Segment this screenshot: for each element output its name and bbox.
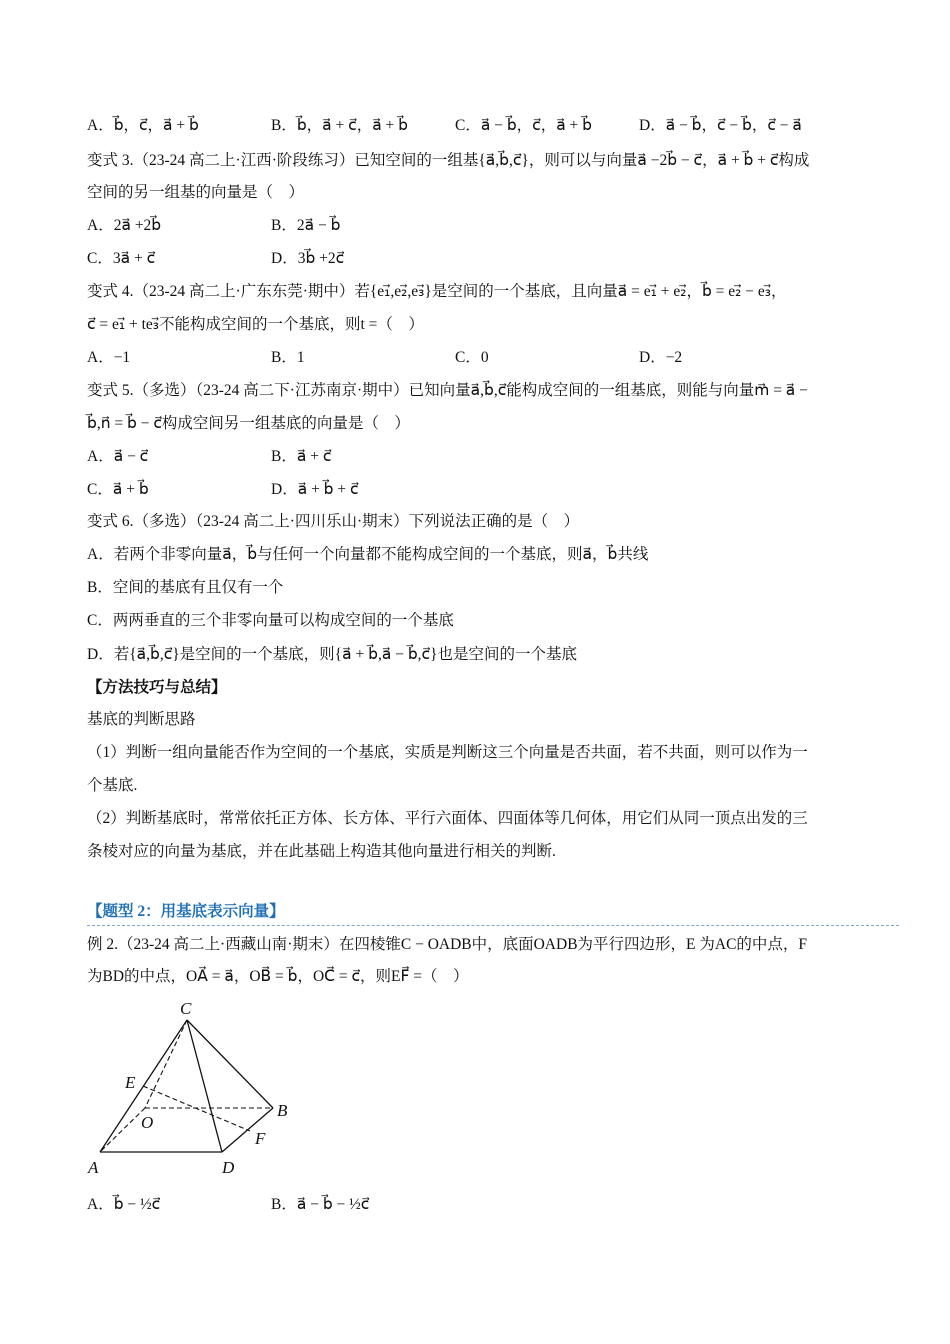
option-c: C．a⃗ + b⃗	[87, 481, 149, 498]
variant-6-text: 变式 6.（多选）（23-24 高二上·四川乐山·期末）下列说法正确的是（ ）	[87, 513, 580, 530]
method-text: （1）判断一组向量能否作为空间的一个基底，实质是判断这三个向量是否共面，若不共面，则可以作为一	[87, 744, 808, 761]
option-a: A．若两个非零向量a⃗，b⃗与任何一个向量都不能构成空间的一个基底，则a⃗，b⃗共线	[87, 546, 649, 563]
variant-4-text: c⃗ = e₁⃗ + te₃⃗不能构成空间的一个基底，则t =（ ）	[87, 316, 424, 333]
section-heading: 【题型 2：用基底表示向量】	[87, 903, 285, 920]
option-b: B．2a⃗ − b⃗	[271, 217, 341, 234]
method-text: 条棱对应的向量为基底，并在此基础上构造其他向量进行相关的判断.	[87, 843, 556, 860]
option-a: A．a⃗ − c⃗	[87, 448, 149, 465]
option-c: C．两两垂直的三个非零向量可以构成空间的一个基底	[87, 612, 454, 629]
option-d: D．a⃗ − b⃗，c⃗ − b⃗，c⃗ − a⃗	[639, 117, 802, 134]
edge-cb	[187, 1020, 273, 1108]
label-b: B	[277, 1101, 288, 1120]
option-d: D．a⃗ + b⃗ + c⃗	[271, 481, 359, 498]
example-2-text: 例 2.（23-24 高二上·西藏山南·期末）在四棱锥C − OADB中，底面OADB为平行四边形，E 为AC的中点，F	[87, 936, 808, 953]
option-a: A．b⃗ − ½c⃗	[87, 1196, 161, 1213]
option-c: C．0	[455, 349, 489, 366]
option-b: B．1	[271, 349, 305, 366]
option-d: D．3b⃗ +2c⃗	[271, 250, 345, 267]
edge-cd	[187, 1020, 222, 1152]
option-d: D．−2	[639, 349, 683, 366]
label-f: F	[255, 1129, 266, 1148]
label-o: O	[141, 1113, 154, 1132]
label-e: E	[125, 1073, 136, 1092]
variant-3-text: 空间的另一组基的向量是（ ）	[87, 184, 305, 201]
option-b: B．空间的基底有且仅有一个	[87, 579, 284, 596]
label-a: A	[88, 1158, 99, 1177]
label-d: D	[222, 1158, 235, 1177]
variant-4-text: 变式 4.（23-24 高二上·广东东莞·期中）若{e₁⃗,e₂⃗,e₃⃗}是空间的一个基底，且向量a⃗ = e₁⃗ + e₂⃗，b⃗ = e₂⃗ − e₃⃗，	[87, 283, 787, 300]
edge-co	[145, 1020, 187, 1108]
label-c: C	[180, 999, 192, 1018]
option-b: B．b⃗，a⃗ + c⃗，a⃗ + b⃗	[271, 117, 409, 134]
method-subtitle: 基底的判断思路	[87, 711, 196, 728]
option-a: A．2a⃗ +2b⃗	[87, 217, 162, 234]
option-c: C．a⃗ − b⃗，c⃗，a⃗ + b⃗	[455, 117, 593, 134]
edge-oa	[100, 1108, 145, 1152]
example-2-text: 为BD的中点，OA⃗ = a⃗，OB⃗ = b⃗，OC⃗ = c⃗，则EF⃗ =（ ）	[87, 968, 469, 985]
method-title: 【方法技巧与总结】	[87, 679, 227, 696]
method-text: （2）判断基底时，常常依托正方体、长方体、平行六面体、四面体等几何体，用它们从同一顶点出发的三	[87, 810, 808, 827]
variant-5-text: b⃗,n⃗ = b⃗ − c⃗构成空间另一组基底的向量是（ ）	[87, 415, 410, 432]
method-text: 个基底.	[87, 777, 138, 794]
option-b: B．a⃗ − b⃗ − ½c⃗	[271, 1196, 370, 1213]
option-b: B．a⃗ + c⃗	[271, 448, 332, 465]
variant-3-text: 变式 3.（23-24 高二上·江西·阶段练习）已知空间的一组基{a⃗,b⃗,c⃗}，则可以与向量a⃗ −2b⃗ − c⃗，a⃗ + b⃗ + c⃗构成	[87, 152, 810, 169]
variant-5-text: 变式 5.（多选）（23-24 高二下·江苏南京·期中）已知向量a⃗,b⃗,c⃗能构成空间的一组基底，则能与向量m⃗ = a⃗ −	[87, 382, 808, 399]
option-a: A．−1	[87, 349, 131, 366]
option-c: C．3a⃗ + c⃗	[87, 250, 156, 267]
option-a: A．b⃗，c⃗，a⃗ + b⃗	[87, 117, 199, 134]
option-d: D．若{a⃗,b⃗,c⃗}是空间的一个基底，则{a⃗ + b⃗,a⃗ − b⃗,c⃗}也是空间的一个基底	[87, 646, 577, 663]
